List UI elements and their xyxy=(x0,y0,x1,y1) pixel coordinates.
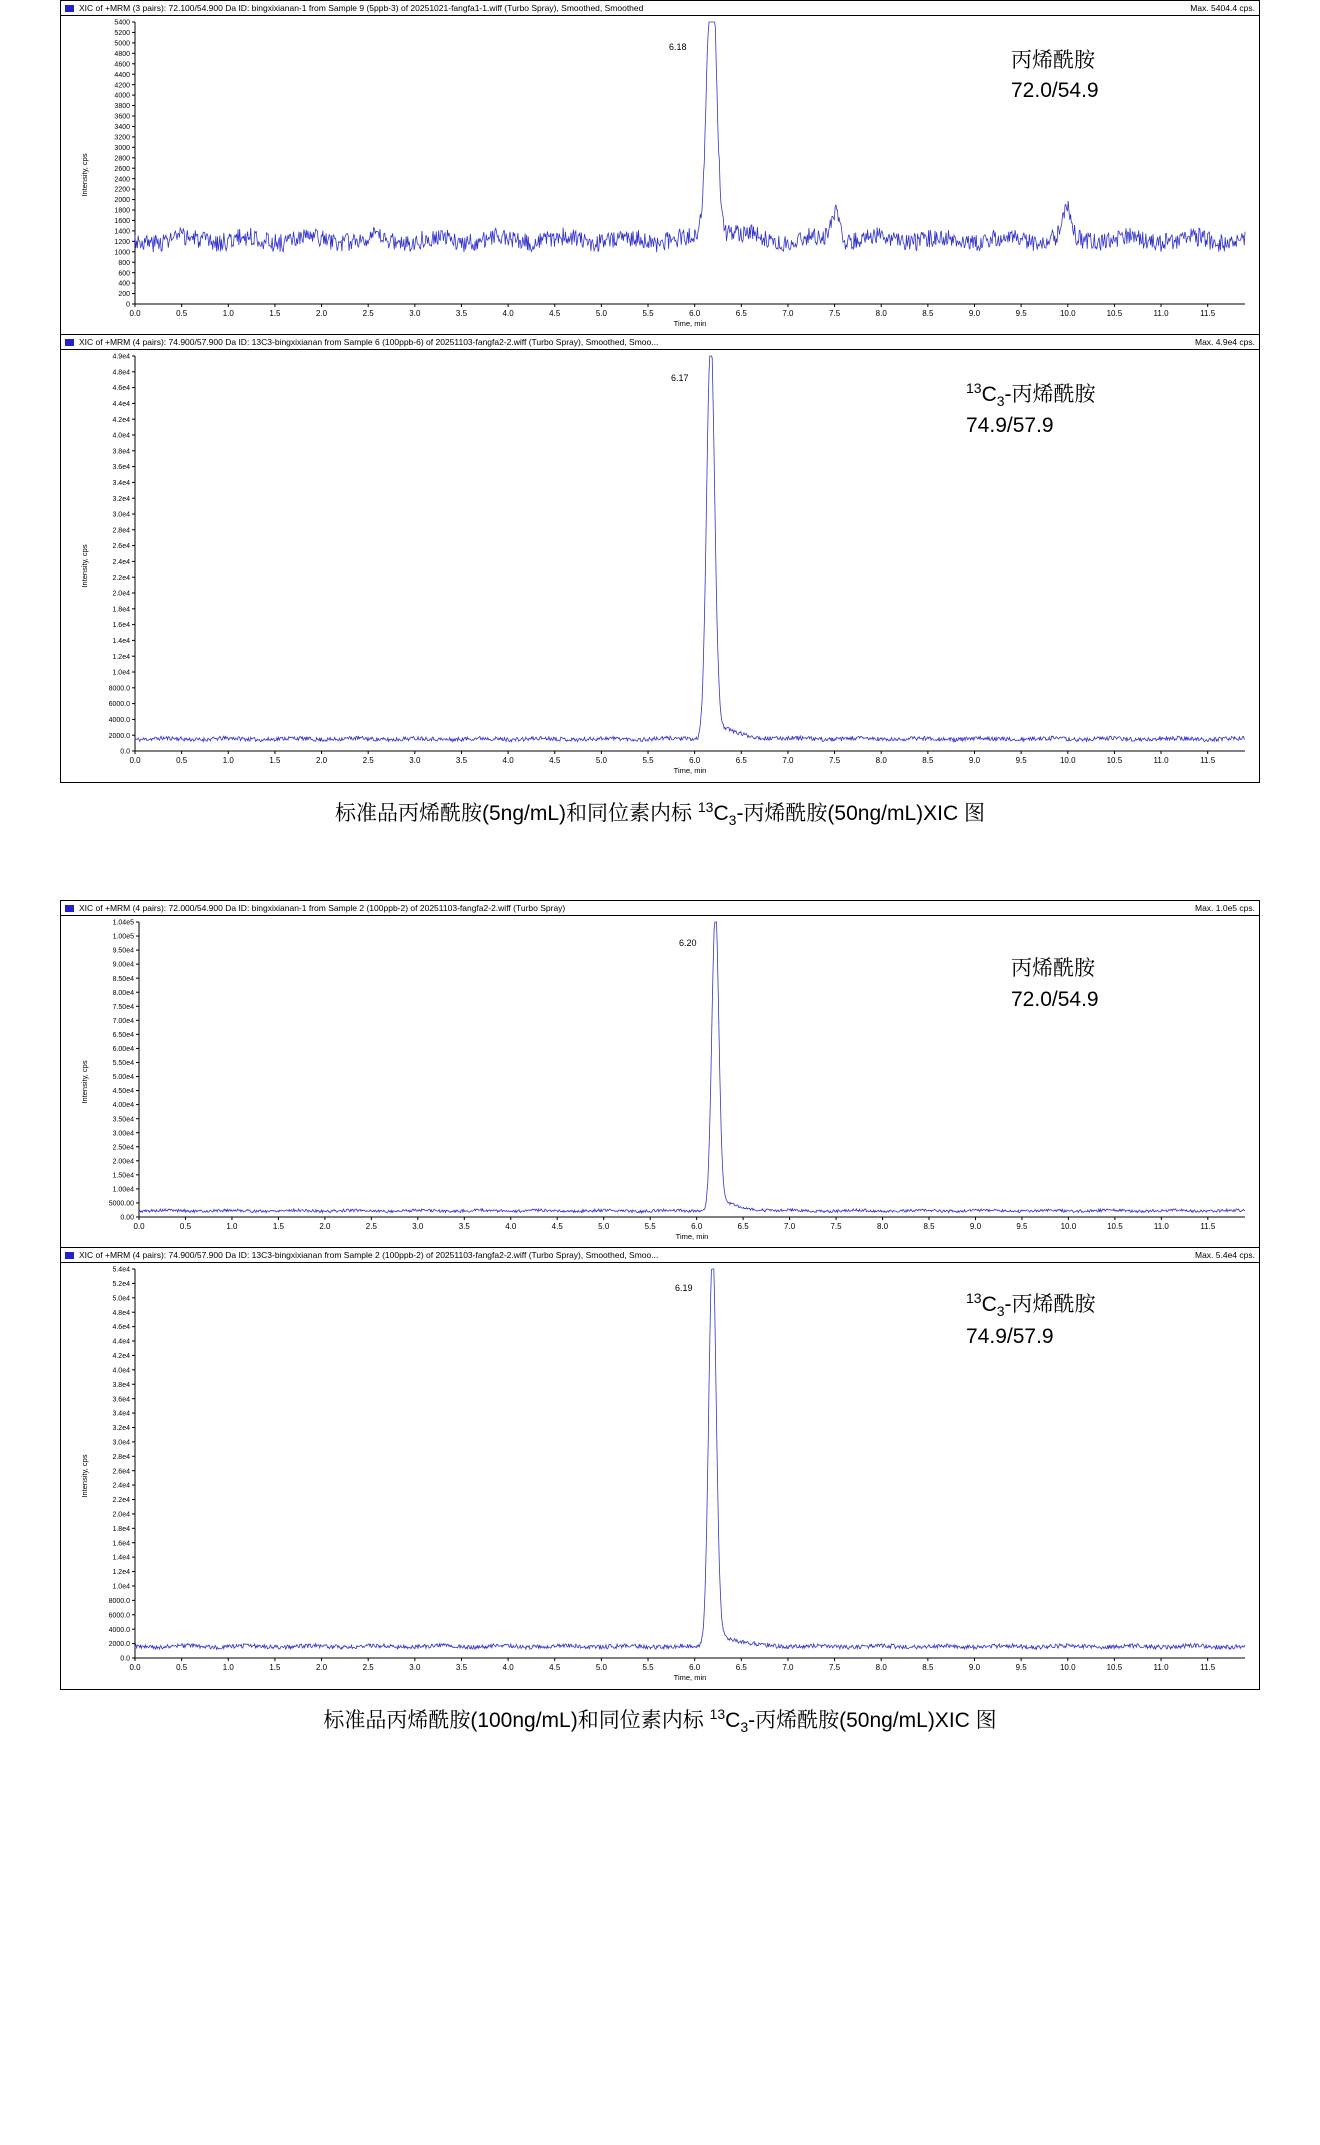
svg-text:2400: 2400 xyxy=(114,176,130,184)
svg-text:11.5: 11.5 xyxy=(1200,1222,1216,1232)
svg-text:8000.0: 8000.0 xyxy=(108,685,130,693)
svg-text:2800: 2800 xyxy=(114,155,130,163)
svg-text:5.00e4: 5.00e4 xyxy=(112,1074,134,1082)
annotation-2-sup: 13 xyxy=(966,380,982,396)
svg-text:8.50e4: 8.50e4 xyxy=(112,975,134,983)
svg-text:2.5: 2.5 xyxy=(365,1222,377,1232)
svg-text:2.6e4: 2.6e4 xyxy=(112,1468,130,1476)
svg-text:8.5: 8.5 xyxy=(922,1663,934,1673)
svg-text:1.8e4: 1.8e4 xyxy=(112,606,130,614)
y-axis-label-1: Intensity, cps xyxy=(80,153,90,197)
svg-text:11.0: 11.0 xyxy=(1153,309,1169,318)
svg-text:0.00: 0.00 xyxy=(120,1214,134,1222)
svg-text:7.5: 7.5 xyxy=(829,756,841,765)
svg-text:2.2e4: 2.2e4 xyxy=(112,1497,130,1505)
svg-text:1.6e4: 1.6e4 xyxy=(112,1540,130,1548)
svg-text:10.5: 10.5 xyxy=(1106,756,1123,765)
svg-text:11.5: 11.5 xyxy=(1200,1663,1216,1673)
annotation-3-line1: 丙烯酰胺 xyxy=(1011,957,1095,981)
panel-title-4: XIC of +MRM (4 pairs): 74.900/57.900 Da ID: 13C3-bingxixianan from Sample 2 (100ppb-2) of 20251103-fangfa2-2.wiff (Turbo Spray), Smoothed, Smoo... xyxy=(79,1250,659,1261)
svg-text:1600: 1600 xyxy=(114,218,130,226)
svg-text:4200: 4200 xyxy=(114,82,130,90)
svg-text:3.50e4: 3.50e4 xyxy=(112,1116,134,1124)
plot-area-4 xyxy=(61,1263,1259,1688)
svg-text:3.4e4: 3.4e4 xyxy=(112,1410,130,1418)
svg-text:2.4e4: 2.4e4 xyxy=(112,1482,130,1490)
chromatogram-panel-2 xyxy=(60,335,1260,783)
svg-text:3800: 3800 xyxy=(114,103,130,111)
caption-2-sup: 13 xyxy=(709,1706,726,1723)
svg-text:7.5: 7.5 xyxy=(830,1222,842,1232)
svg-text:3.0e4: 3.0e4 xyxy=(112,511,130,519)
svg-text:9.0: 9.0 xyxy=(968,1663,981,1673)
svg-text:5.5: 5.5 xyxy=(642,756,654,765)
svg-text:1.4e4: 1.4e4 xyxy=(112,638,130,645)
panel-header-3 xyxy=(61,901,1259,916)
svg-text:4.50e4: 4.50e4 xyxy=(112,1088,134,1096)
svg-text:0.0: 0.0 xyxy=(120,1655,130,1663)
svg-text:4.0: 4.0 xyxy=(502,1663,514,1673)
svg-text:10.0: 10.0 xyxy=(1059,1663,1076,1673)
svg-text:10.5: 10.5 xyxy=(1107,1222,1123,1232)
svg-text:1.5: 1.5 xyxy=(272,1222,284,1232)
svg-text:2.6e4: 2.6e4 xyxy=(112,543,130,551)
svg-text:Time, min: Time, min xyxy=(673,766,707,775)
svg-text:4.5: 4.5 xyxy=(549,1663,561,1673)
svg-text:3.5: 3.5 xyxy=(455,756,468,765)
svg-text:2.0: 2.0 xyxy=(319,1222,331,1232)
svg-text:9.0: 9.0 xyxy=(968,309,981,318)
svg-text:4.2e4: 4.2e4 xyxy=(112,1353,130,1361)
svg-text:2.5: 2.5 xyxy=(362,1663,374,1673)
svg-text:5.50e4: 5.50e4 xyxy=(112,1060,134,1068)
svg-text:10.0: 10.0 xyxy=(1059,756,1076,765)
annotation-4-sup: 13 xyxy=(966,1290,982,1307)
svg-text:3.5: 3.5 xyxy=(455,1663,468,1673)
svg-text:2200: 2200 xyxy=(114,186,130,194)
svg-text:5.5: 5.5 xyxy=(642,309,654,318)
svg-text:4.0: 4.0 xyxy=(505,1222,517,1232)
annotation-2-sub: 3 xyxy=(996,393,1005,410)
svg-text:3.2e4: 3.2e4 xyxy=(112,495,130,503)
svg-text:2.0: 2.0 xyxy=(315,1663,328,1673)
svg-text:4.0e4: 4.0e4 xyxy=(112,1367,130,1375)
svg-text:6000.0: 6000.0 xyxy=(108,1612,130,1620)
caption-1-post: -丙烯酰胺(50ng/mL)XIC 图 xyxy=(736,802,985,825)
svg-text:10.5: 10.5 xyxy=(1106,1663,1123,1673)
svg-text:5000: 5000 xyxy=(114,40,130,48)
svg-text:800: 800 xyxy=(118,259,130,267)
caption-1-sub: 3 xyxy=(728,812,737,829)
svg-text:1.8e4: 1.8e4 xyxy=(112,1526,130,1534)
peak-label-4: 6.19 xyxy=(675,1283,693,1294)
svg-text:0.5: 0.5 xyxy=(179,1222,192,1232)
svg-text:2.0e4: 2.0e4 xyxy=(112,590,130,598)
svg-text:1.0: 1.0 xyxy=(222,309,234,318)
svg-text:6.00e4: 6.00e4 xyxy=(112,1046,134,1054)
svg-text:3.6e4: 3.6e4 xyxy=(112,1396,130,1404)
svg-text:Time, min: Time, min xyxy=(675,1232,709,1242)
svg-text:2.5: 2.5 xyxy=(362,309,374,318)
chromatogram-panel-3 xyxy=(60,900,1260,1248)
svg-text:1.00e5: 1.00e5 xyxy=(112,933,134,941)
svg-text:5400: 5400 xyxy=(114,19,130,27)
plot-area-2 xyxy=(61,350,1259,781)
panel-max-4: Max. 5.4e4 cps. xyxy=(1194,1250,1255,1261)
svg-text:0.5: 0.5 xyxy=(176,1663,188,1673)
svg-text:11.5: 11.5 xyxy=(1200,309,1216,318)
svg-text:3200: 3200 xyxy=(114,134,130,142)
svg-text:0.5: 0.5 xyxy=(176,309,188,318)
svg-text:6.0: 6.0 xyxy=(691,1222,703,1232)
svg-text:5.4e4: 5.4e4 xyxy=(112,1266,130,1274)
svg-text:1.00e4: 1.00e4 xyxy=(112,1186,134,1194)
svg-text:1.0: 1.0 xyxy=(226,1222,238,1232)
svg-text:2.4e4: 2.4e4 xyxy=(112,559,130,566)
figure-caption-1 xyxy=(60,797,1260,828)
annotation-3-line2: 72.0/54.9 xyxy=(1011,987,1099,1011)
svg-text:4.5: 4.5 xyxy=(549,309,561,318)
annotation-4-suffix: -丙烯酰胺 xyxy=(1004,1293,1096,1317)
svg-text:4.6e4: 4.6e4 xyxy=(112,385,130,393)
svg-text:3400: 3400 xyxy=(114,124,130,132)
caption-1-mid: C xyxy=(713,802,729,825)
svg-text:4.2e4: 4.2e4 xyxy=(112,416,130,424)
svg-text:8.5: 8.5 xyxy=(922,756,934,765)
annotation-2-line2: 74.9/57.9 xyxy=(966,414,1054,438)
svg-text:7.5: 7.5 xyxy=(829,1663,841,1673)
figure-spacer xyxy=(0,828,1320,900)
plot-area-3 xyxy=(61,916,1259,1247)
svg-text:0: 0 xyxy=(126,301,130,309)
svg-text:4000.0: 4000.0 xyxy=(108,1626,130,1634)
caption-1-pre: 标准品丙烯酰胺(5ng/mL)和同位素内标 xyxy=(335,802,698,825)
annotation-4 xyxy=(966,1288,1096,1352)
caption-2-post: -丙烯酰胺(50ng/mL)XIC 图 xyxy=(748,1709,997,1733)
svg-text:2.0: 2.0 xyxy=(315,309,328,318)
chromatogram-panel-4 xyxy=(60,1248,1260,1690)
svg-text:1800: 1800 xyxy=(114,207,130,215)
svg-text:0.0: 0.0 xyxy=(129,756,141,765)
svg-text:9.0: 9.0 xyxy=(968,756,981,765)
svg-text:9.5: 9.5 xyxy=(1015,309,1027,318)
svg-text:0.0: 0.0 xyxy=(129,1663,141,1673)
svg-text:8.0: 8.0 xyxy=(875,756,887,765)
svg-text:6.5: 6.5 xyxy=(737,1222,749,1232)
svg-text:4.0: 4.0 xyxy=(502,309,514,318)
svg-text:2.0: 2.0 xyxy=(315,756,328,765)
svg-text:1200: 1200 xyxy=(114,238,130,246)
svg-text:4.8e4: 4.8e4 xyxy=(112,369,130,377)
svg-text:1.6e4: 1.6e4 xyxy=(112,622,130,630)
svg-text:6000.0: 6000.0 xyxy=(108,701,130,709)
panel-header-2 xyxy=(61,335,1259,350)
annotation-1-line2: 72.0/54.9 xyxy=(1011,79,1099,103)
svg-text:Time, min: Time, min xyxy=(673,1673,707,1683)
figure-caption-2 xyxy=(60,1704,1260,1735)
panel-title-2: XIC of +MRM (4 pairs): 74.900/57.900 Da ID: 13C3-bingxixianan from Sample 6 (100ppb-6) of 20251103-fangfa2-2.wiff (Turbo Spray), Smoothed, Smoo... xyxy=(79,337,659,347)
caption-2-mid: C xyxy=(725,1709,741,1733)
svg-text:4.0e4: 4.0e4 xyxy=(112,432,130,440)
panel-title-3: XIC of +MRM (4 pairs): 72.000/54.900 Da ID: bingxixianan-1 from Sample 2 (100ppb-2) of 20251103-fangfa2-2.wiff (Turbo Spray) xyxy=(79,903,566,914)
svg-text:600: 600 xyxy=(118,270,130,278)
svg-text:4.8e4: 4.8e4 xyxy=(112,1310,130,1318)
svg-text:3.5: 3.5 xyxy=(458,1222,470,1232)
svg-text:2.0e4: 2.0e4 xyxy=(112,1511,130,1519)
svg-text:2000: 2000 xyxy=(114,197,130,205)
svg-text:2.00e4: 2.00e4 xyxy=(112,1158,134,1166)
svg-text:4.00e4: 4.00e4 xyxy=(112,1102,134,1110)
annotation-4-line2: 74.9/57.9 xyxy=(966,1324,1054,1348)
svg-text:0.0: 0.0 xyxy=(133,1222,145,1232)
svg-text:4.0: 4.0 xyxy=(502,756,514,765)
svg-text:11.0: 11.0 xyxy=(1153,756,1169,765)
svg-text:1.0: 1.0 xyxy=(222,756,234,765)
svg-text:2000.0: 2000.0 xyxy=(108,1641,130,1649)
svg-text:2.5: 2.5 xyxy=(362,756,374,765)
svg-text:4000.0: 4000.0 xyxy=(108,717,130,724)
svg-text:0.5: 0.5 xyxy=(176,756,188,765)
svg-text:5.0: 5.0 xyxy=(595,756,607,765)
annotation-1 xyxy=(1011,46,1099,107)
svg-text:3.0: 3.0 xyxy=(412,1222,424,1232)
svg-text:2.50e4: 2.50e4 xyxy=(112,1144,134,1152)
y-axis-label-2: Intensity, cps xyxy=(80,543,90,588)
svg-text:3.6e4: 3.6e4 xyxy=(112,464,130,472)
annotation-2-element: C xyxy=(981,383,997,406)
svg-text:4.4e4: 4.4e4 xyxy=(112,1338,130,1346)
svg-text:2.8e4: 2.8e4 xyxy=(112,527,130,535)
svg-text:1.4e4: 1.4e4 xyxy=(112,1554,130,1562)
annotation-2 xyxy=(966,378,1096,442)
svg-text:0.0: 0.0 xyxy=(129,309,141,318)
svg-text:4.5: 4.5 xyxy=(551,1222,563,1232)
svg-text:Time, min: Time, min xyxy=(673,319,707,328)
svg-text:7.0: 7.0 xyxy=(784,1222,796,1232)
svg-text:3.0: 3.0 xyxy=(409,1663,421,1673)
svg-text:11.5: 11.5 xyxy=(1200,756,1216,765)
svg-text:5.0: 5.0 xyxy=(595,309,607,318)
svg-text:1.0e4: 1.0e4 xyxy=(112,1583,130,1591)
svg-text:400: 400 xyxy=(118,280,130,288)
svg-text:2.2e4: 2.2e4 xyxy=(112,574,130,582)
panel-title-1: XIC of +MRM (3 pairs): 72.100/54.900 Da ID: bingxixianan-1 from Sample 9 (5ppb-3) of 20251021-fangfa1-1.wiff (Turbo Spray), Smoothed, Smoothed xyxy=(79,3,644,13)
trace-color-swatch-icon xyxy=(65,5,74,12)
svg-text:4400: 4400 xyxy=(114,71,130,79)
svg-text:7.0: 7.0 xyxy=(782,756,794,765)
svg-text:9.5: 9.5 xyxy=(1015,1663,1027,1673)
svg-text:6.5: 6.5 xyxy=(735,309,747,318)
svg-text:5.5: 5.5 xyxy=(644,1222,656,1232)
svg-text:2.8e4: 2.8e4 xyxy=(112,1454,130,1462)
annotation-4-element: C xyxy=(981,1293,997,1317)
chromatogram-panel-1 xyxy=(60,0,1260,335)
svg-text:4600: 4600 xyxy=(114,61,130,69)
svg-text:7.5: 7.5 xyxy=(829,309,841,318)
svg-text:5.5: 5.5 xyxy=(642,1663,654,1673)
svg-text:3.5: 3.5 xyxy=(455,309,468,318)
svg-text:10.5: 10.5 xyxy=(1106,309,1123,318)
svg-text:9.00e4: 9.00e4 xyxy=(112,961,134,969)
svg-text:6.0: 6.0 xyxy=(689,1663,701,1673)
peak-label-2: 6.17 xyxy=(671,373,689,383)
svg-text:6.50e4: 6.50e4 xyxy=(112,1032,134,1040)
svg-text:8.5: 8.5 xyxy=(922,309,934,318)
svg-text:1.2e4: 1.2e4 xyxy=(112,653,130,661)
caption-2-sub: 3 xyxy=(740,1719,749,1736)
svg-text:4.4e4: 4.4e4 xyxy=(112,401,130,408)
svg-text:200: 200 xyxy=(118,291,130,299)
svg-text:3000: 3000 xyxy=(114,144,130,152)
svg-text:1.5: 1.5 xyxy=(269,1663,281,1673)
panel-header-4 xyxy=(61,1248,1259,1263)
trace-color-swatch-icon xyxy=(65,339,74,346)
svg-text:3.0: 3.0 xyxy=(409,309,421,318)
figure-group-2 xyxy=(60,900,1260,1735)
caption-1-sup: 13 xyxy=(697,799,714,815)
svg-text:1.0e4: 1.0e4 xyxy=(112,669,130,677)
panel-max-2: Max. 4.9e4 cps. xyxy=(1194,337,1255,347)
svg-text:6.0: 6.0 xyxy=(689,756,701,765)
svg-text:9.0: 9.0 xyxy=(969,1222,982,1232)
svg-text:10.0: 10.0 xyxy=(1060,1222,1077,1232)
svg-text:1.0: 1.0 xyxy=(222,1663,234,1673)
svg-text:1.2e4: 1.2e4 xyxy=(112,1569,130,1577)
svg-text:4.6e4: 4.6e4 xyxy=(112,1324,130,1332)
svg-text:5.0: 5.0 xyxy=(595,1663,607,1673)
svg-text:8.0: 8.0 xyxy=(875,1663,887,1673)
svg-text:3.8e4: 3.8e4 xyxy=(112,1382,130,1390)
annotation-2-suffix: -丙烯酰胺 xyxy=(1004,383,1096,406)
svg-text:7.0: 7.0 xyxy=(782,1663,794,1673)
svg-text:3600: 3600 xyxy=(114,113,130,121)
svg-text:1.50e4: 1.50e4 xyxy=(112,1172,134,1180)
svg-text:7.50e4: 7.50e4 xyxy=(112,1004,134,1012)
panel-header-1 xyxy=(61,1,1259,16)
svg-text:4000: 4000 xyxy=(114,92,130,100)
svg-text:8.5: 8.5 xyxy=(923,1222,935,1232)
panel-max-1: Max. 5404.4 cps. xyxy=(1190,3,1255,13)
svg-text:5200: 5200 xyxy=(114,30,130,38)
svg-text:6.5: 6.5 xyxy=(735,1663,747,1673)
svg-text:3.2e4: 3.2e4 xyxy=(112,1425,130,1433)
svg-text:8.0: 8.0 xyxy=(876,1222,889,1232)
svg-text:9.5: 9.5 xyxy=(1015,756,1027,765)
plot-area-1 xyxy=(61,16,1259,334)
svg-text:8.00e4: 8.00e4 xyxy=(112,990,134,998)
figure-group-1 xyxy=(60,0,1260,828)
peak-label-3: 6.20 xyxy=(679,938,697,949)
svg-text:1.04e5: 1.04e5 xyxy=(112,919,134,927)
svg-text:8.0: 8.0 xyxy=(875,309,887,318)
trace-color-swatch-icon xyxy=(65,905,74,912)
svg-text:11.0: 11.0 xyxy=(1153,1663,1169,1673)
svg-text:5.2e4: 5.2e4 xyxy=(112,1281,130,1289)
svg-text:2000.0: 2000.0 xyxy=(108,732,130,740)
svg-text:5000.00: 5000.00 xyxy=(108,1200,134,1208)
svg-text:9.5: 9.5 xyxy=(1016,1222,1028,1232)
svg-text:7.00e4: 7.00e4 xyxy=(112,1018,134,1026)
svg-text:5.0e4: 5.0e4 xyxy=(112,1295,130,1303)
trace-color-swatch-icon xyxy=(65,1252,74,1259)
annotation-1-line1: 丙烯酰胺 xyxy=(1011,49,1095,72)
svg-text:3.4e4: 3.4e4 xyxy=(112,480,130,487)
svg-text:0.0: 0.0 xyxy=(120,748,130,756)
svg-text:1000: 1000 xyxy=(114,249,130,257)
svg-text:1400: 1400 xyxy=(114,228,130,236)
panel-max-3: Max. 1.0e5 cps. xyxy=(1194,903,1255,914)
caption-2-pre: 标准品丙烯酰胺(100ng/mL)和同位素内标 xyxy=(323,1709,710,1733)
svg-text:3.0e4: 3.0e4 xyxy=(112,1439,130,1447)
annotation-4-sub: 3 xyxy=(996,1303,1005,1320)
svg-text:9.50e4: 9.50e4 xyxy=(112,947,134,955)
svg-text:11.0: 11.0 xyxy=(1153,1222,1169,1232)
svg-text:1.5: 1.5 xyxy=(269,756,281,765)
svg-text:4800: 4800 xyxy=(114,50,130,58)
svg-text:1.5: 1.5 xyxy=(269,309,281,318)
svg-text:3.0: 3.0 xyxy=(409,756,421,765)
svg-text:2600: 2600 xyxy=(114,165,130,173)
annotation-3 xyxy=(1011,954,1099,1015)
peak-label-1: 6.18 xyxy=(669,42,687,52)
svg-text:6.5: 6.5 xyxy=(735,756,747,765)
svg-text:5.0: 5.0 xyxy=(598,1222,610,1232)
svg-text:3.8e4: 3.8e4 xyxy=(112,448,130,456)
svg-text:6.0: 6.0 xyxy=(689,309,701,318)
svg-text:4.9e4: 4.9e4 xyxy=(112,353,130,361)
y-axis-label-4: Intensity, cps xyxy=(80,1454,90,1498)
svg-text:10.0: 10.0 xyxy=(1059,309,1076,318)
svg-text:8000.0: 8000.0 xyxy=(108,1598,130,1606)
svg-text:4.5: 4.5 xyxy=(549,756,561,765)
svg-text:7.0: 7.0 xyxy=(782,309,794,318)
svg-text:3.00e4: 3.00e4 xyxy=(112,1130,134,1138)
y-axis-label-3: Intensity, cps xyxy=(80,1060,90,1104)
